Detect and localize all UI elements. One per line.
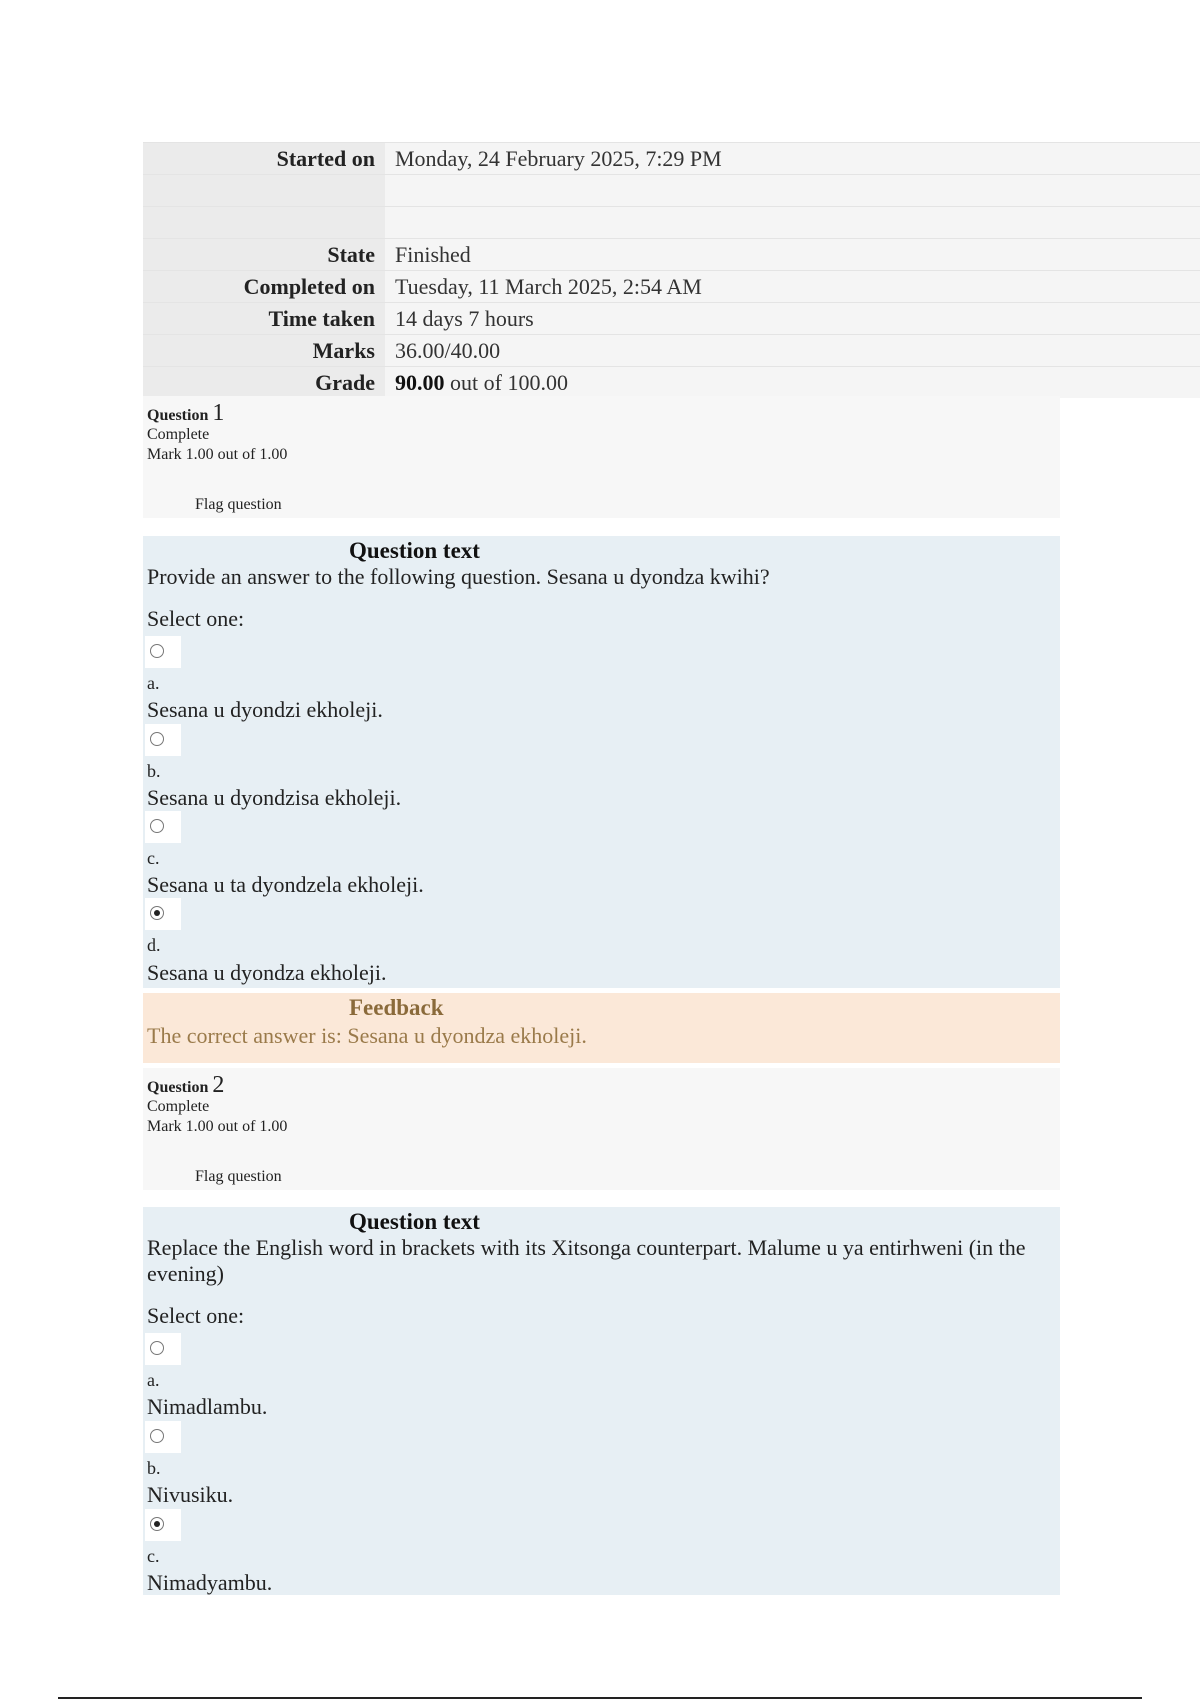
option-radio-d[interactable] xyxy=(145,898,181,930)
summary-label: Time taken xyxy=(143,303,385,335)
flag-question-link[interactable]: Flag question xyxy=(195,496,282,513)
summary-value: Tuesday, 11 March 2025, 2:54 AM xyxy=(385,271,1200,303)
summary-value xyxy=(385,175,1200,207)
question-prompt: Provide an answer to the following question. Sesana u dyondza kwihi? xyxy=(147,564,770,589)
question-number xyxy=(147,400,224,427)
summary-row-started xyxy=(143,143,1200,175)
option-text: Sesana u dyondzisa ekholeji. xyxy=(147,785,402,810)
feedback-box xyxy=(143,993,1060,1063)
option-letter: b. xyxy=(147,1458,161,1478)
select-one-label: Select one: xyxy=(147,1303,245,1328)
summary-value: Finished xyxy=(385,239,1200,271)
option-text: Sesana u dyondzi ekholeji. xyxy=(147,697,383,722)
summary-label xyxy=(143,175,385,207)
option-radio-c[interactable] xyxy=(145,811,181,843)
summary-value xyxy=(385,207,1200,239)
option-letter: b. xyxy=(147,761,161,781)
summary-value: 14 days 7 hours xyxy=(385,303,1200,335)
question-state: Complete xyxy=(147,426,210,443)
option-letter: d. xyxy=(147,935,161,955)
question-state: Complete xyxy=(147,1098,210,1115)
attempt-summary-table xyxy=(143,142,1200,398)
option-text: Sesana u ta dyondzela ekholeji. xyxy=(147,872,424,897)
summary-row-state xyxy=(143,239,1200,271)
summary-value: Monday, 24 February 2025, 7:29 PM xyxy=(385,143,1200,175)
option-letter: c. xyxy=(147,1546,160,1566)
grade-out-of: out of 100.00 xyxy=(444,369,568,395)
question-text-2 xyxy=(143,1207,1060,1595)
question-number-value: 1 xyxy=(212,400,225,426)
question-prompt: Replace the English word in brackets with its Xitsonga counterpart. Malume u ya entirhweni (in the evening) xyxy=(147,1235,1026,1286)
select-one-label: Select one: xyxy=(147,606,245,631)
summary-label: Marks xyxy=(143,335,385,367)
summary-label: Grade xyxy=(143,367,385,399)
question-label: Question xyxy=(147,407,209,424)
summary-row-empty xyxy=(143,175,1200,207)
question-info-2 xyxy=(143,1068,1060,1190)
summary-row-time xyxy=(143,303,1200,335)
question-text-header: Question text xyxy=(349,538,480,563)
feedback-header: Feedback xyxy=(349,995,444,1020)
summary-row-grade xyxy=(143,367,1200,399)
flag-question-link[interactable]: Flag question xyxy=(195,1168,282,1185)
question-number xyxy=(147,1072,224,1099)
option-letter: c. xyxy=(147,848,160,868)
question-number-value: 2 xyxy=(212,1072,225,1098)
summary-value: 36.00/40.00 xyxy=(385,335,1200,367)
summary-label: State xyxy=(143,239,385,271)
question-text-header: Question text xyxy=(349,1209,480,1234)
summary-row-empty xyxy=(143,207,1200,239)
feedback-text: The correct answer is: Sesana u dyondza ekholeji. xyxy=(147,1023,587,1048)
question-mark: Mark 1.00 out of 1.00 xyxy=(147,446,288,463)
grade-score: 90.00 xyxy=(395,369,445,395)
question-text-1 xyxy=(143,536,1060,988)
option-text: Sesana u dyondza ekholeji. xyxy=(147,960,387,985)
option-letter: a. xyxy=(147,1370,160,1390)
summary-label: Completed on xyxy=(143,271,385,303)
option-text: Nimadyambu. xyxy=(147,1570,273,1595)
option-text: Nivusiku. xyxy=(147,1482,234,1507)
option-radio-c[interactable] xyxy=(145,1509,181,1541)
option-radio-b[interactable] xyxy=(145,1421,181,1453)
summary-label xyxy=(143,207,385,239)
question-mark: Mark 1.00 out of 1.00 xyxy=(147,1118,288,1135)
page-bottom-rule xyxy=(58,1697,1142,1699)
option-radio-b[interactable] xyxy=(145,724,181,756)
summary-label: Started on xyxy=(143,143,385,175)
summary-row-completed xyxy=(143,271,1200,303)
summary-value xyxy=(385,367,1200,399)
option-letter: a. xyxy=(147,673,160,693)
question-info-1 xyxy=(143,396,1060,518)
question-label: Question xyxy=(147,1079,209,1096)
option-text: Nimadlambu. xyxy=(147,1394,268,1419)
option-radio-a[interactable] xyxy=(145,636,181,668)
summary-row-marks xyxy=(143,335,1200,367)
option-radio-a[interactable] xyxy=(145,1333,181,1365)
